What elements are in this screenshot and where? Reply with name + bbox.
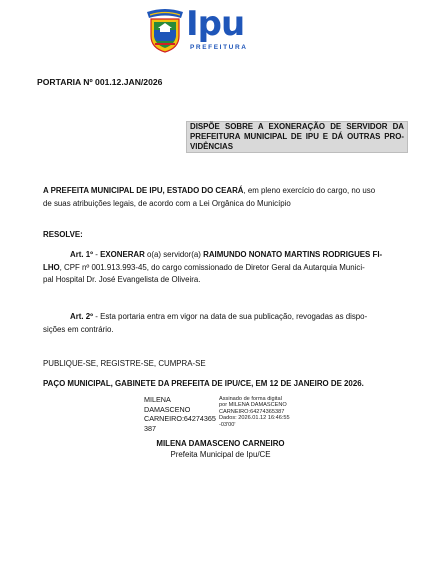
summary-line: VIDÊNCIAS	[190, 142, 233, 151]
article-1-label: Art. 1º	[70, 250, 94, 259]
prefeitura-logo	[146, 6, 256, 56]
servant-name: RAIMUNDO NONATO MARTINS RODRIGUES FI-	[203, 250, 383, 259]
city-crest-icon	[146, 6, 184, 54]
article-2: Art. 2º - Esta portaria entra em vigor na data de sua publicação, revogadas as dispo- sições em contrário.	[43, 312, 368, 334]
resolve-heading: RESOLVE:	[43, 230, 83, 239]
intro-line: de suas atribuições legais, de acordo com a Lei Orgânica do Município	[43, 198, 291, 208]
signer-name: MILENA DAMASCENO CARNEIRO	[156, 439, 285, 448]
exonerar-verb: EXONERAR	[100, 250, 145, 259]
intro-bold: A PREFEITA MUNICIPAL DE IPU, ESTADO DO CEARÁ	[43, 186, 244, 195]
article-2-label: Art. 2º	[70, 312, 94, 321]
logo-wordmark: Ipu	[186, 4, 245, 44]
summary-line: PREFEITURA MUNICIPAL DE IPU E DÁ OUTRAS PRO-	[190, 132, 404, 141]
signer-role: Prefeita Municipal de Ipu/CE	[170, 450, 271, 459]
digital-signature-name: MILENA DAMASCENO CARNEIRO:64274365 387	[144, 395, 216, 433]
summary-box	[186, 121, 408, 153]
summary-line: DISPÕE SOBRE A EXONERAÇÃO DE SERVIDOR DA	[190, 122, 404, 131]
document-title: PORTARIA Nº 001.12.JAN/2026	[37, 77, 163, 87]
digital-signature-details: Assinado de forma digital por MILENA DAMASCENO CARNEIRO:64274365387 Dados: 2026.01.12 16:46:55 -03'00'	[219, 396, 290, 428]
logo-subtitle: PREFEITURA	[190, 44, 248, 51]
publique-line: PUBLIQUE-SE, REGISTRE-SE, CUMPRA-SE	[43, 359, 206, 368]
article-1: Art. 1º - EXONERAR o(a) servidor(a) RAIMUNDO NONATO MARTINS RODRIGUES FI- LHO, CPF nº 001.913.993-45, do cargo comissionado de Diretor Geral da Autarquia Munici- pal Hospital Dr. José Evangelista de Oliveira.	[43, 250, 383, 285]
intro-text: , em pleno exercício do cargo, no uso	[243, 186, 376, 195]
intro-paragraph	[43, 185, 406, 210]
paco-municipal-line: PAÇO MUNICIPAL, GABINETE DA PREFEITA DE IPU/CE, EM 12 DE JANEIRO DE 2026.	[43, 379, 364, 388]
